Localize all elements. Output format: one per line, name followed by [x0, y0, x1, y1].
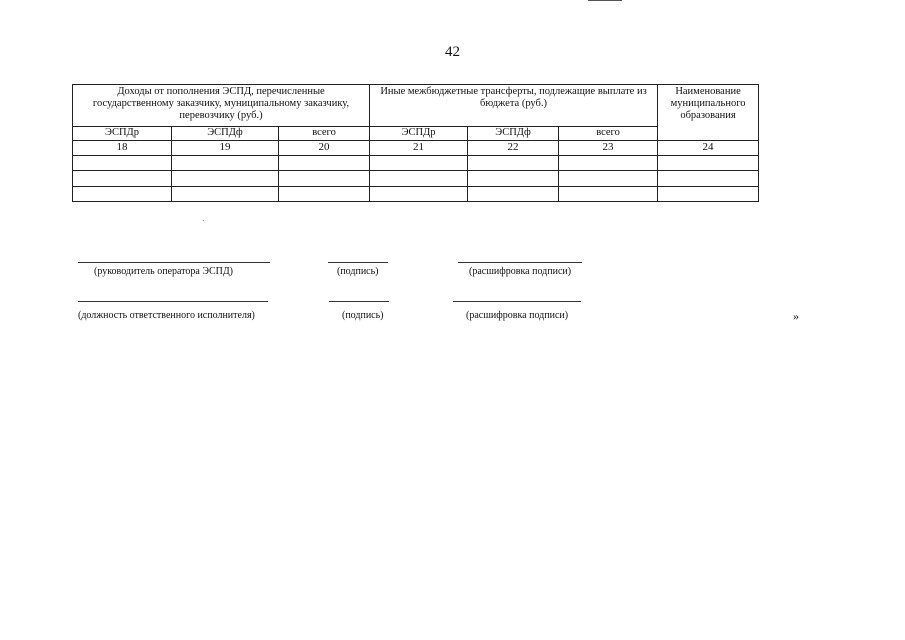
column-number: 20	[279, 141, 370, 156]
table-cell	[658, 156, 759, 171]
subheader-total-2: всего	[559, 127, 658, 141]
column-number: 22	[468, 141, 559, 156]
table-cell	[73, 156, 172, 171]
subheader-espdr-1: ЭСПДр	[73, 127, 172, 141]
caption-executor-signature: (подпись)	[342, 310, 384, 321]
sub-header-row	[73, 127, 759, 141]
table-cell	[73, 187, 172, 202]
table-cell	[279, 187, 370, 202]
table-row	[73, 187, 759, 202]
table-cell	[279, 156, 370, 171]
table-cell	[370, 156, 468, 171]
caption-executor-position: (должность ответственного исполнителя)	[78, 310, 255, 321]
column-number: 21	[370, 141, 468, 156]
column-number: 23	[559, 141, 658, 156]
table-cell	[559, 187, 658, 202]
table-cell	[468, 171, 559, 187]
subheader-total-1: всего	[279, 127, 370, 141]
caption-head-signature: (подпись)	[337, 266, 379, 277]
table-cell	[370, 171, 468, 187]
signature-line-executor-signature	[329, 301, 389, 302]
subheader-espdr-2: ЭСПДр	[370, 127, 468, 141]
scan-speck	[203, 220, 204, 221]
signature-line-head-signature	[328, 262, 388, 263]
signature-line-executor-name	[453, 301, 581, 302]
table-row	[73, 156, 759, 171]
subheader-espdf-2: ЭСПДф	[468, 127, 559, 141]
table-cell	[658, 171, 759, 187]
caption-head-operator: (руководитель оператора ЭСПД)	[94, 266, 234, 277]
signature-line-head-position	[78, 262, 270, 263]
signature-line-executor-position	[78, 301, 268, 302]
table-cell	[279, 171, 370, 187]
closing-quote: »	[793, 309, 799, 323]
column-number: 18	[73, 141, 172, 156]
table-cell	[658, 187, 759, 202]
caption-executor-name: (расшифровка подписи)	[466, 310, 569, 321]
table-cell	[172, 187, 279, 202]
table-cell	[172, 171, 279, 187]
table-cell	[559, 171, 658, 187]
header-municipality-name: Наименование муниципального образования	[658, 85, 759, 141]
table-cell	[370, 187, 468, 202]
header-interbudget-transfers: Иные межбюджетные трансферты, подлежащие выплате из бюджета (руб.)	[370, 85, 658, 127]
page-number: 42	[445, 44, 460, 60]
report-table	[72, 84, 759, 202]
table-cell	[559, 156, 658, 171]
table-row	[73, 171, 759, 187]
signature-line-head-name	[458, 262, 582, 263]
header-revenue-espd: Доходы от пополнения ЭСПД, перечисленные государственному заказчику, муниципальному заказчику, перевозчику (руб.)	[73, 85, 370, 127]
table-cell	[468, 187, 559, 202]
subheader-espdf-1: ЭСПДф	[172, 127, 279, 141]
top-edge-mark	[588, 0, 622, 1]
column-number: 19	[172, 141, 279, 156]
group-header-row	[73, 85, 759, 127]
column-number-row	[73, 141, 759, 156]
table-cell	[468, 156, 559, 171]
caption-head-name: (расшифровка подписи)	[469, 266, 572, 277]
column-number: 24	[658, 141, 759, 156]
table-cell	[172, 156, 279, 171]
table-cell	[73, 171, 172, 187]
